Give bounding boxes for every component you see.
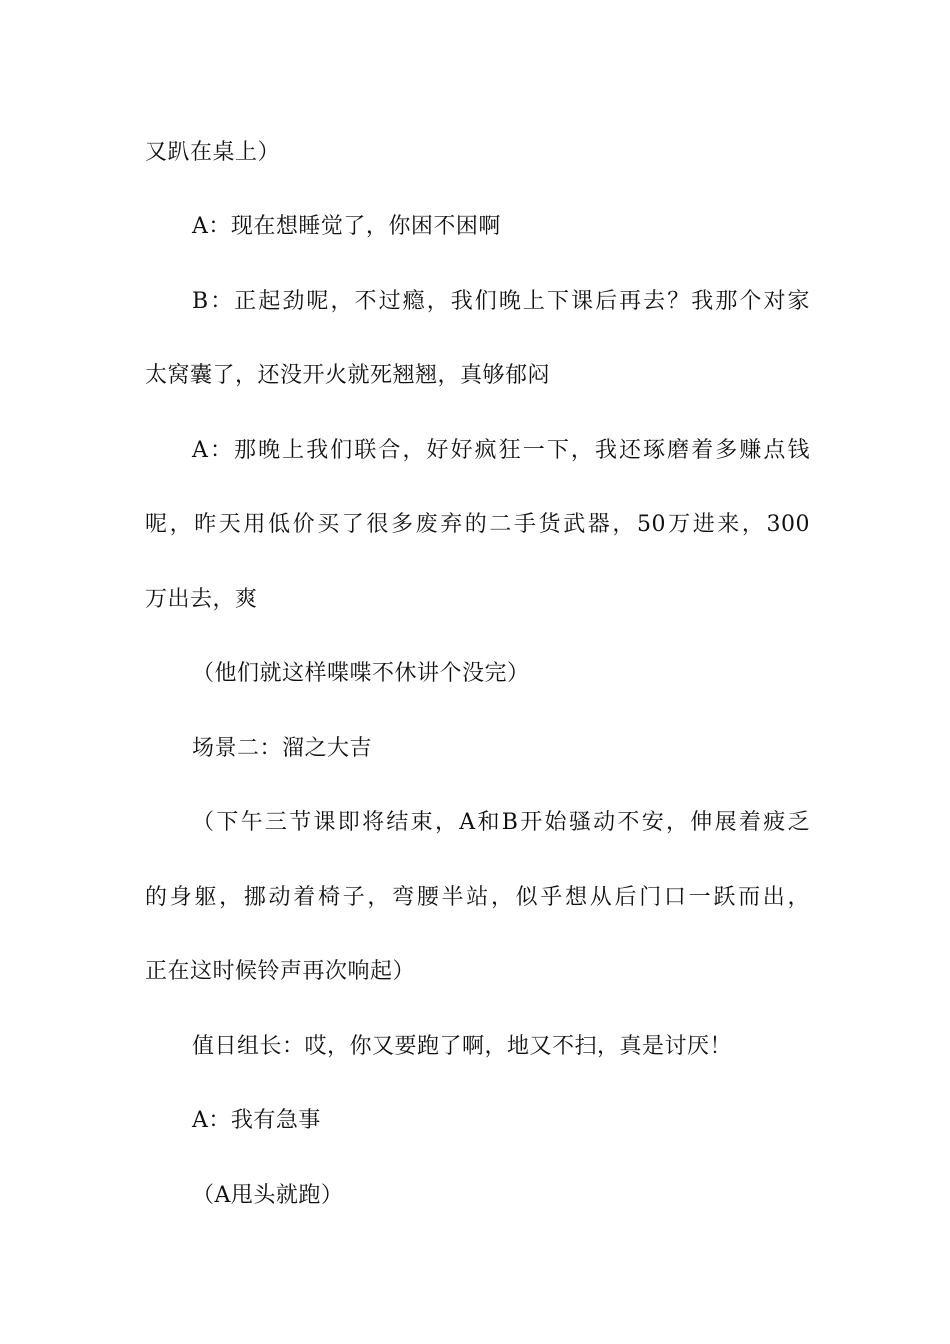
dialogue-b-line: B：正起劲呢，不过瘾，我们晚上下课后再去？我那个对家 [192, 289, 810, 314]
dialogue-b-line: 太窝囊了，还没开火就死翘翘，真够郁闷 [145, 363, 551, 388]
stage-direction: （A甩头就跑） [192, 1183, 344, 1208]
dialogue-a-line: A：我有急事 [192, 1108, 321, 1133]
dialogue-a-line: 呢，昨天用低价买了很多废弃的二手货武器，50万进来，300 [145, 512, 810, 537]
scene-heading: 场景二：溜之大吉 [192, 736, 373, 761]
stage-direction: （下午三节课即将结束，A和B开始骚动不安，伸展着疲乏 [192, 810, 810, 835]
stage-direction: 正在这时候铃声再次响起） [145, 959, 416, 984]
dialogue-leader-line: 值日组长：哎，你又要跑了啊，地又不扫，真是讨厌！ [192, 1034, 733, 1059]
dialogue-a-line: A：现在想睡觉了，你困不困啊 [192, 214, 501, 239]
stage-direction: （他们就这样喋喋不休讲个没完） [192, 661, 530, 686]
dialogue-a-line: 万出去，爽 [145, 587, 258, 612]
text-line: 又趴在桌上） [145, 140, 281, 165]
dialogue-a-line: A：那晚上我们联合，好好疯狂一下，我还琢磨着多赚点钱 [192, 438, 810, 463]
stage-direction: 的身躯，挪动着椅子，弯腰半站，似乎想从后门口一跃而出， [145, 885, 810, 910]
